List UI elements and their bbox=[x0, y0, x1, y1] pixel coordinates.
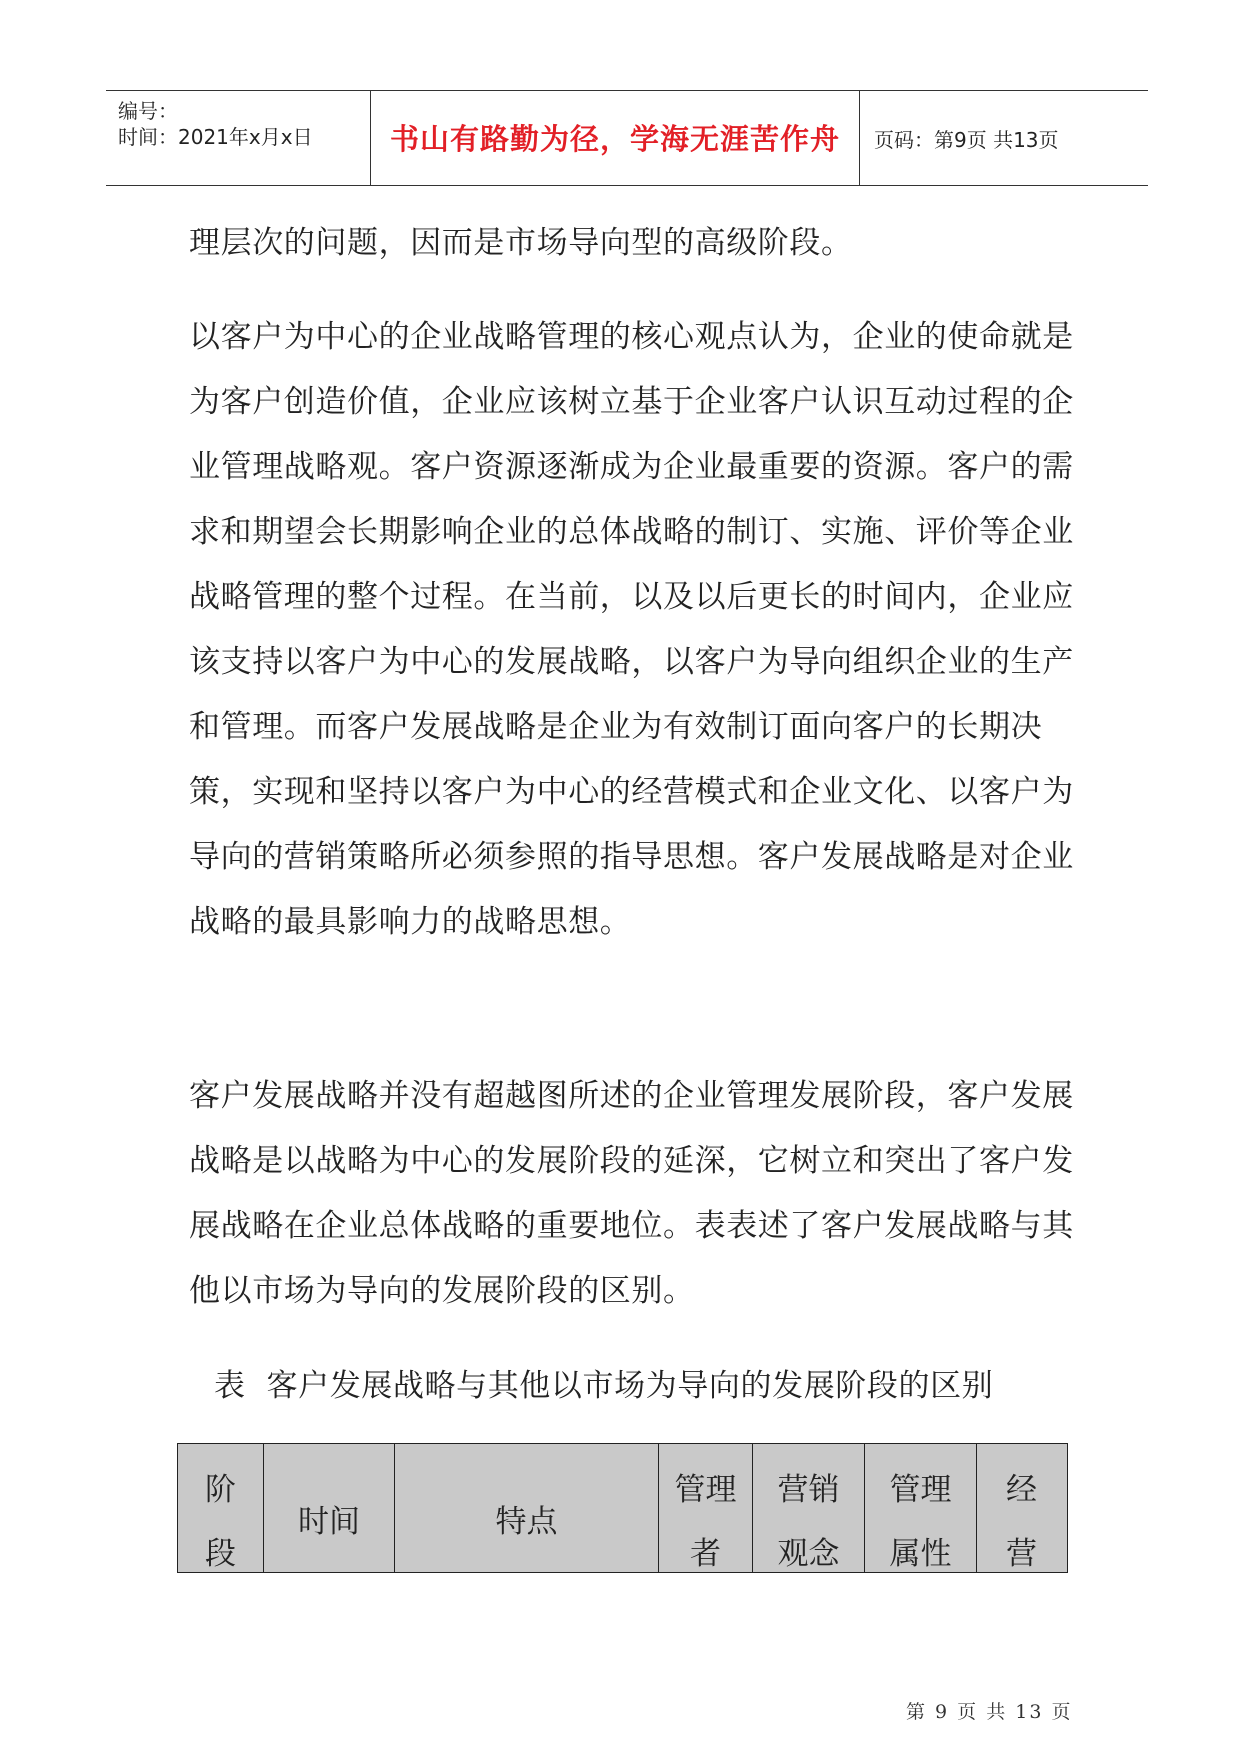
table-header-time: 时间 bbox=[264, 1444, 395, 1572]
table-header-marketing-concept: 营销 观念 bbox=[753, 1444, 865, 1572]
table-caption: 表 客户发展战略与其他以市场为导向的发展阶段的区别 bbox=[214, 1368, 994, 1404]
table-header-features: 特点 bbox=[395, 1444, 659, 1572]
paragraph-3: 客户发展战略并没有超越图所述的企业管理发展阶段，客户发展战略是以战略为中心的发展阶段的延深，它树立和突出了客户发展战略在企业总体战略的重要地位。表表述了客户发展战略与其他以市场为导向的发展阶段的区别。 bbox=[189, 1078, 1074, 1309]
paragraph-1: 理层次的问题，因而是市场导向型的高级阶段。 bbox=[189, 225, 853, 261]
header-motto: 书山有路勤为径，学海无涯苦作舟 bbox=[389, 122, 840, 156]
table-header-management-attribute: 管理 属性 bbox=[865, 1444, 977, 1572]
page-header bbox=[106, 90, 1148, 186]
header-page-number: 页码：第9页 共13页 bbox=[874, 128, 1059, 152]
document-time-label: 时间：2021年x月x日 bbox=[118, 125, 313, 149]
document-number-label: 编号： bbox=[118, 99, 178, 123]
comparison-table-header bbox=[177, 1443, 1068, 1573]
page-footer: 第 9 页 共 13 页 bbox=[906, 1701, 1073, 1723]
header-info-cell bbox=[106, 91, 371, 185]
header-page-cell bbox=[860, 91, 1148, 185]
table-header-stage: 阶 段 bbox=[178, 1444, 264, 1572]
paragraph-2: 以客户为中心的企业战略管理的核心观点认为，企业的使命就是为客户创造价值，企业应该树立基于企业客户认识互动过程的企业管理战略观。客户资源逐渐成为企业最重要的资源。客户的需求和期望会长期影响企业的总体战略的制订、实施、评价等企业战略管理的整个过程。在当前，以及以后更长的时间内，企业应该支持以客户为中心的发展战略，以客户为导向组织企业的生产和管理。而客户发展战略是企业为有效制订面向客户的长期决策，实现和坚持以客户为中心的经营模式和企业文化、以客户为导向的营销策略所必须参照的指导思想。客户发展战略是对企业战略的最具影响力的战略思想。 bbox=[189, 319, 1074, 940]
table-header-manager: 管理 者 bbox=[659, 1444, 753, 1572]
header-motto-cell bbox=[371, 91, 860, 185]
table-header-operation: 经 营 bbox=[1006, 1472, 1037, 1572]
